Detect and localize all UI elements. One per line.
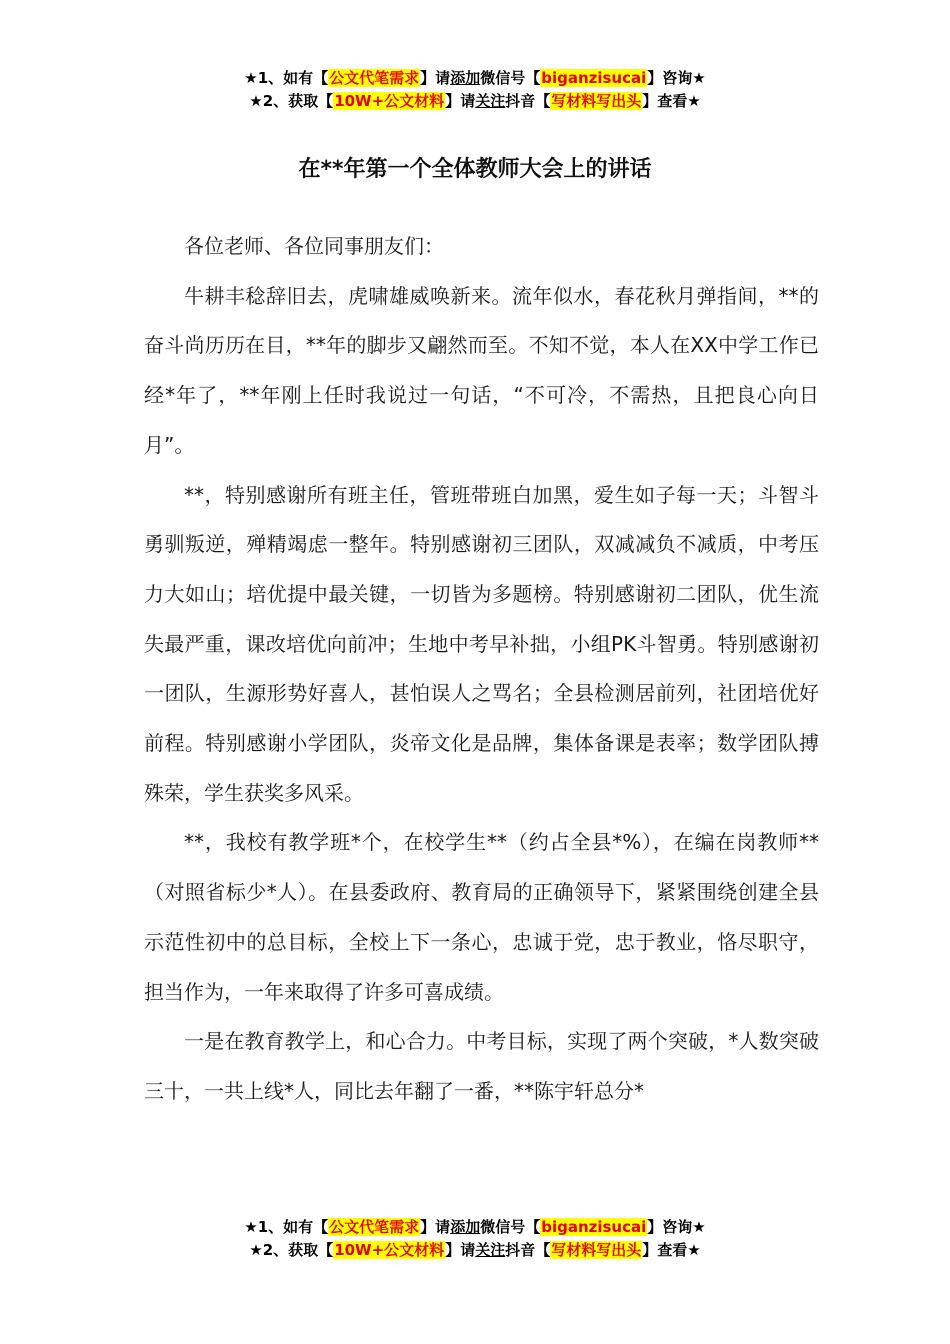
- banner-text: 抖音【: [505, 1241, 551, 1259]
- banner-text: ★1、如有【: [244, 69, 329, 87]
- banner-text: 】请: [445, 1241, 476, 1259]
- document-title: 在**年第一个全体教师大会上的讲话: [298, 157, 652, 182]
- banner-text: 】请: [445, 92, 476, 110]
- banner-text: 】请: [420, 69, 451, 87]
- banner-highlight: 公文代笔需求: [329, 69, 420, 87]
- banner-text: 】咨询★: [647, 1218, 706, 1236]
- banner-line-2: [0, 1239, 950, 1262]
- banner-line-1: [0, 67, 950, 90]
- banner-underline-text: 添加: [450, 69, 481, 87]
- banner-text: ★2、获取【: [249, 1241, 334, 1259]
- banner-text: 】查看★: [642, 1241, 701, 1259]
- banner-highlight: 10W+公文材料: [334, 1241, 445, 1259]
- banner-underline-text: 关注: [475, 92, 506, 110]
- banner-wechat-id: biganzisucai: [541, 1218, 647, 1236]
- paragraph: **，我校有教学班*个，在校学生**（约占全县*%），在编在岗教师**（对照省标少*人）。在县委政府、教育局的正确领导下，紧紧围绕创建全县示范性初中的总目标，全校上下一条心，忠诚于党，忠于教业，恪尽职守，担当作为，一年来取得了许多可喜成绩。: [144, 830, 819, 1004]
- document-body: [144, 222, 819, 1117]
- paragraph: **，特别感谢所有班主任，管班带班白加黑，爱生如子每一天；斗智斗勇驯叛逆，殚精竭虑一整年。特别感谢初三团队，双减减负不减质，中考压力大如山；培优提中最关键，一切皆为多题榜。特别感谢初二团队，优生流失最严重，课改培优向前冲；生地中考早补拙，小组PK斗智勇。特别感谢初一团队，生源形势好喜人，甚怕误人之骂名；全县检测居前列，社团培优好前程。特别感谢小学团队，炎帝文化是品牌，集体备课是表率；数学团队搏殊荣，学生获奖多风采。: [144, 482, 819, 805]
- banner-text: ★2、获取【: [249, 92, 334, 110]
- header-banner: [0, 67, 950, 113]
- banner-highlight: 公文代笔需求: [329, 1218, 420, 1236]
- banner-text: ★1、如有【: [244, 1218, 329, 1236]
- banner-line-2: [0, 90, 950, 113]
- banner-text: 微信号【: [480, 1218, 541, 1236]
- banner-wechat-id: biganzisucai: [541, 69, 647, 87]
- banner-text: 】咨询★: [647, 69, 706, 87]
- banner-douyin-account: 写材料写出头: [551, 92, 642, 110]
- banner-highlight: 10W+公文材料: [334, 92, 445, 110]
- banner-text: 抖音【: [505, 92, 551, 110]
- footer-banner: [0, 1216, 950, 1262]
- paragraph: 牛耕丰稔辞旧去，虎啸雄威唤新来。流年似水，春花秋月弹指间，**的奋斗尚历历在目，**年的脚步又翩然而至。不知不觉，本人在XX中学工作已经*年了，**年刚上任时我说过一句话，“不可冷，不需热，且把良心向日月”。: [144, 283, 819, 457]
- banner-douyin-account: 写材料写出头: [551, 1241, 642, 1259]
- banner-text: 微信号【: [480, 69, 541, 87]
- paragraph: 一是在教育教学上，和心合力。中考目标，实现了两个突破，*人数突破三十，一共上线*人，同比去年翻了一番，**陈宇轩总分*: [144, 1029, 819, 1103]
- banner-text: 】请: [420, 1218, 451, 1236]
- banner-line-1: [0, 1216, 950, 1239]
- banner-text: 】查看★: [642, 92, 701, 110]
- banner-underline-text: 关注: [475, 1241, 506, 1259]
- banner-underline-text: 添加: [450, 1218, 481, 1236]
- salutation: 各位老师、各位同事朋友们：: [184, 234, 444, 258]
